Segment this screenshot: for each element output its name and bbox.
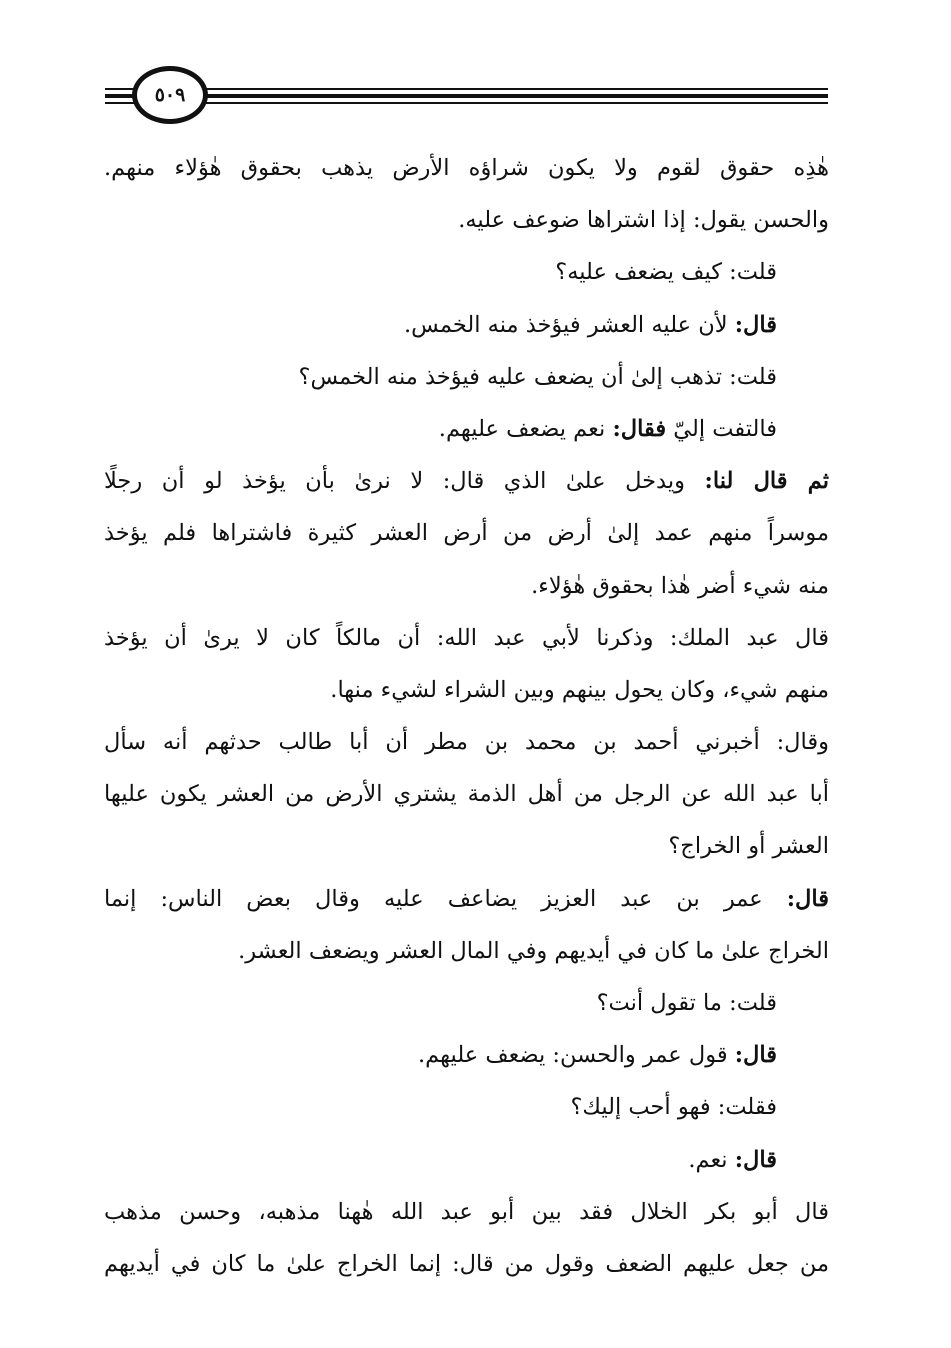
speaker-label: قال: [734, 311, 777, 338]
text-line [104, 1238, 829, 1290]
text-line [104, 194, 829, 246]
text-line [104, 1029, 829, 1081]
line-text: منهم شيء، وكان يحول بينهم وبين الشراء لشيء منها. [330, 676, 829, 703]
speaker-label: قلت: [729, 990, 777, 1016]
speaker-label: فقلت: [717, 1094, 777, 1121]
speaker-label: قال: [734, 1042, 777, 1069]
page-header [105, 66, 828, 126]
line-text: والحسن يقول: إذا اشتراها ضوعف عليه. [458, 207, 829, 234]
text-line [104, 351, 829, 403]
text-line [104, 507, 829, 559]
line-text: عمر بن عبد العزيز يضاعف عليه وقال بعض الناس: إنما [104, 885, 787, 912]
text-line [104, 1134, 829, 1186]
line-text: قول عمر والحسن: يضعف عليهم. [418, 1042, 735, 1069]
speaker-label: قال: [786, 885, 829, 912]
line-text: لأن عليه العشر فيؤخذ منه الخمس. [404, 311, 735, 338]
speaker-label: قال: [734, 1146, 777, 1173]
speaker-label: قلت: [729, 363, 777, 390]
line-text: قال عبد الملك: وذكرنا لأبي عبد الله: أن مالكاً كان لا يرىٰ أن يؤخذ [104, 624, 829, 651]
text-line [104, 403, 829, 455]
text-line [104, 246, 829, 298]
text-line [104, 455, 829, 507]
line-text: منه شيء أضر هٰذا بحقوق هٰؤلاء. [531, 572, 829, 599]
text-line [104, 1186, 829, 1238]
speaker-label: ثم قال لنا: [704, 468, 829, 495]
text-line [104, 873, 829, 925]
text-line [104, 142, 829, 194]
text-line [104, 299, 829, 351]
text-line [104, 664, 829, 716]
text-line [104, 716, 829, 768]
line-text: ما تقول أنت؟ [596, 990, 730, 1016]
speaker-label: قلت: [729, 259, 777, 286]
line-text: فهو أحب إليك؟ [570, 1094, 718, 1121]
text-line [104, 820, 829, 872]
line-text: العشر أو الخراج؟ [668, 833, 829, 860]
text-line [104, 560, 829, 612]
line-text: من جعل عليهم الضعف وقول من قال: إنما الخراج علىٰ ما كان في أيديهم [104, 1250, 829, 1277]
text-line [104, 768, 829, 820]
line-text: موسراً منهم عمد إلىٰ أرض من أرض العشر كثيرة فاشتراها فلم يؤخذ [104, 520, 829, 547]
line-text: نعم. [688, 1146, 735, 1173]
line-text: كيف يضعف عليه؟ [555, 259, 730, 286]
line-text: ويدخل علىٰ الذي قال: لا نرىٰ بأن يؤخذ لو أن رجلًا [104, 468, 705, 495]
text-line [104, 612, 829, 664]
line-text: نعم يضعف عليهم. [438, 415, 613, 442]
line-text: وقال: أخبرني أحمد بن محمد بن مطر أن أبا طالب حدثهم أنه سأل [104, 729, 829, 756]
line-text: قال أبو بكر الخلال فقد بين أبو عبد الله هٰهنا مذهبه، وحسن مذهب [104, 1198, 829, 1225]
text-line [104, 977, 829, 1029]
header-rule [105, 94, 828, 98]
page-number: ٥٠٩ [132, 66, 208, 124]
line-text: الخراج علىٰ ما كان في أيديهم وفي المال العشر ويضعف العشر. [238, 937, 829, 964]
line-text: تذهب إلىٰ أن يضعف عليه فيؤخذ منه الخمس؟ [298, 363, 730, 390]
header-rule [105, 102, 828, 104]
line-text: هٰذِه حقوق لقوم ولا يكون شراؤه الأرض يذهب بحقوق هٰؤلاء منهم. [104, 155, 829, 181]
line-text: أبا عبد الله عن الرجل من أهل الذمة يشتري الأرض من العشر يكون عليها [104, 781, 829, 808]
line-lead: فالتفت إليّ [666, 415, 777, 442]
text-line [104, 1081, 829, 1133]
page-body [104, 142, 829, 1290]
speaker-label: فقال: [612, 415, 667, 442]
text-line [104, 925, 829, 977]
header-rule [105, 88, 828, 90]
